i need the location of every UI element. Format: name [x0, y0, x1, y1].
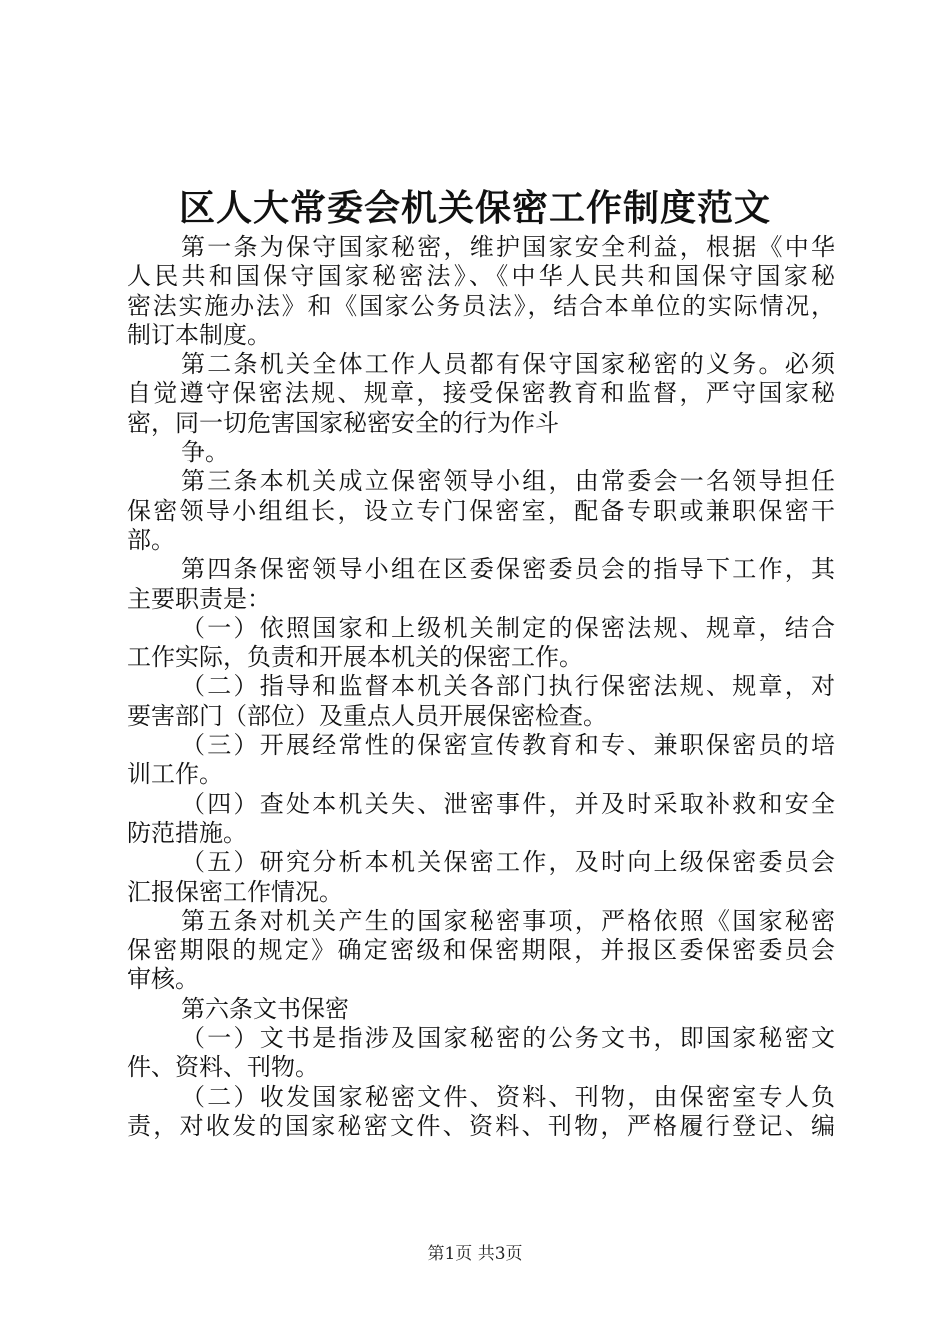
- text-line: 第三条本机关成立保密领导小组，由常委会一名领导担任: [181, 467, 835, 496]
- text-line: 第一条为保守国家秘密，维护国家安全利益，根据《中华: [181, 233, 835, 261]
- text-line: 防范措施。: [127, 818, 247, 847]
- text-line: （一）文书是指涉及国家秘密的公务文书，即国家秘密文: [181, 1024, 835, 1053]
- text-line: 第六条文书保密: [181, 994, 349, 1023]
- text-line: 第五条对机关产生的国家秘密事项，严格依照《国家秘密: [181, 906, 835, 935]
- text-line: 训工作。: [127, 760, 223, 789]
- page-footer: 第1页 共3页: [427, 1244, 523, 1264]
- text-line: （一）依照国家和上级机关制定的保密法规、规章，结合: [181, 613, 835, 642]
- text-line: （二）指导和监督本机关各部门执行保密法规、规章，对: [181, 672, 835, 701]
- text-line: 人民共和国保守国家秘密法》、《中华人民共和国保守国家秘: [127, 262, 835, 291]
- text-line: 工作实际，负责和开展本机关的保密工作。: [127, 643, 583, 672]
- text-line: 保密期限的规定》确定密级和保密期限，并报区委保密委员会: [127, 936, 835, 965]
- text-line: 责，对收发的国家秘密文件、资料、刊物，严格履行登记、编: [127, 1111, 835, 1140]
- text-line: 争。: [181, 438, 229, 467]
- text-line: （三）开展经常性的保密宣传教育和专、兼职保密员的培: [181, 731, 835, 760]
- text-line: 第二条机关全体工作人员都有保守国家秘密的义务。必须: [181, 350, 835, 379]
- text-line: （四）查处本机关失、泄密事件，并及时采取补救和安全: [181, 789, 835, 818]
- text-line: （五）研究分析本机关保密工作，及时向上级保密委员会: [181, 848, 835, 877]
- text-line: 件、资料、刊物。: [127, 1053, 319, 1082]
- document-title: 区人大常委会机关保密工作制度范文: [178, 187, 771, 229]
- text-line: 保密领导小组组长，设立专门保密室，配备专职或兼职保密干: [127, 496, 835, 525]
- text-line: 密，同一切危害国家秘密安全的行为作斗: [127, 408, 559, 437]
- text-line: 主要职责是：: [127, 584, 271, 613]
- text-line: 第四条保密领导小组在区委保密委员会的指导下工作，其: [181, 555, 835, 584]
- text-line: 审核。: [127, 965, 199, 994]
- text-line: 要害部门（部位）及重点人员开展保密检查。: [127, 701, 607, 730]
- document-body: [127, 233, 835, 1141]
- text-line: 部。: [127, 525, 175, 554]
- text-line: 自觉遵守保密法规、规章，接受保密教育和监督，严守国家秘: [127, 379, 835, 408]
- text-line: （二）收发国家秘密文件、资料、刊物，由保密室专人负: [181, 1082, 835, 1111]
- text-line: 密法实施办法》和《国家公务员法》，结合本单位的实际情况，: [127, 291, 835, 320]
- text-line: 汇报保密工作情况。: [127, 877, 343, 906]
- text-line: 制订本制度。: [127, 320, 271, 349]
